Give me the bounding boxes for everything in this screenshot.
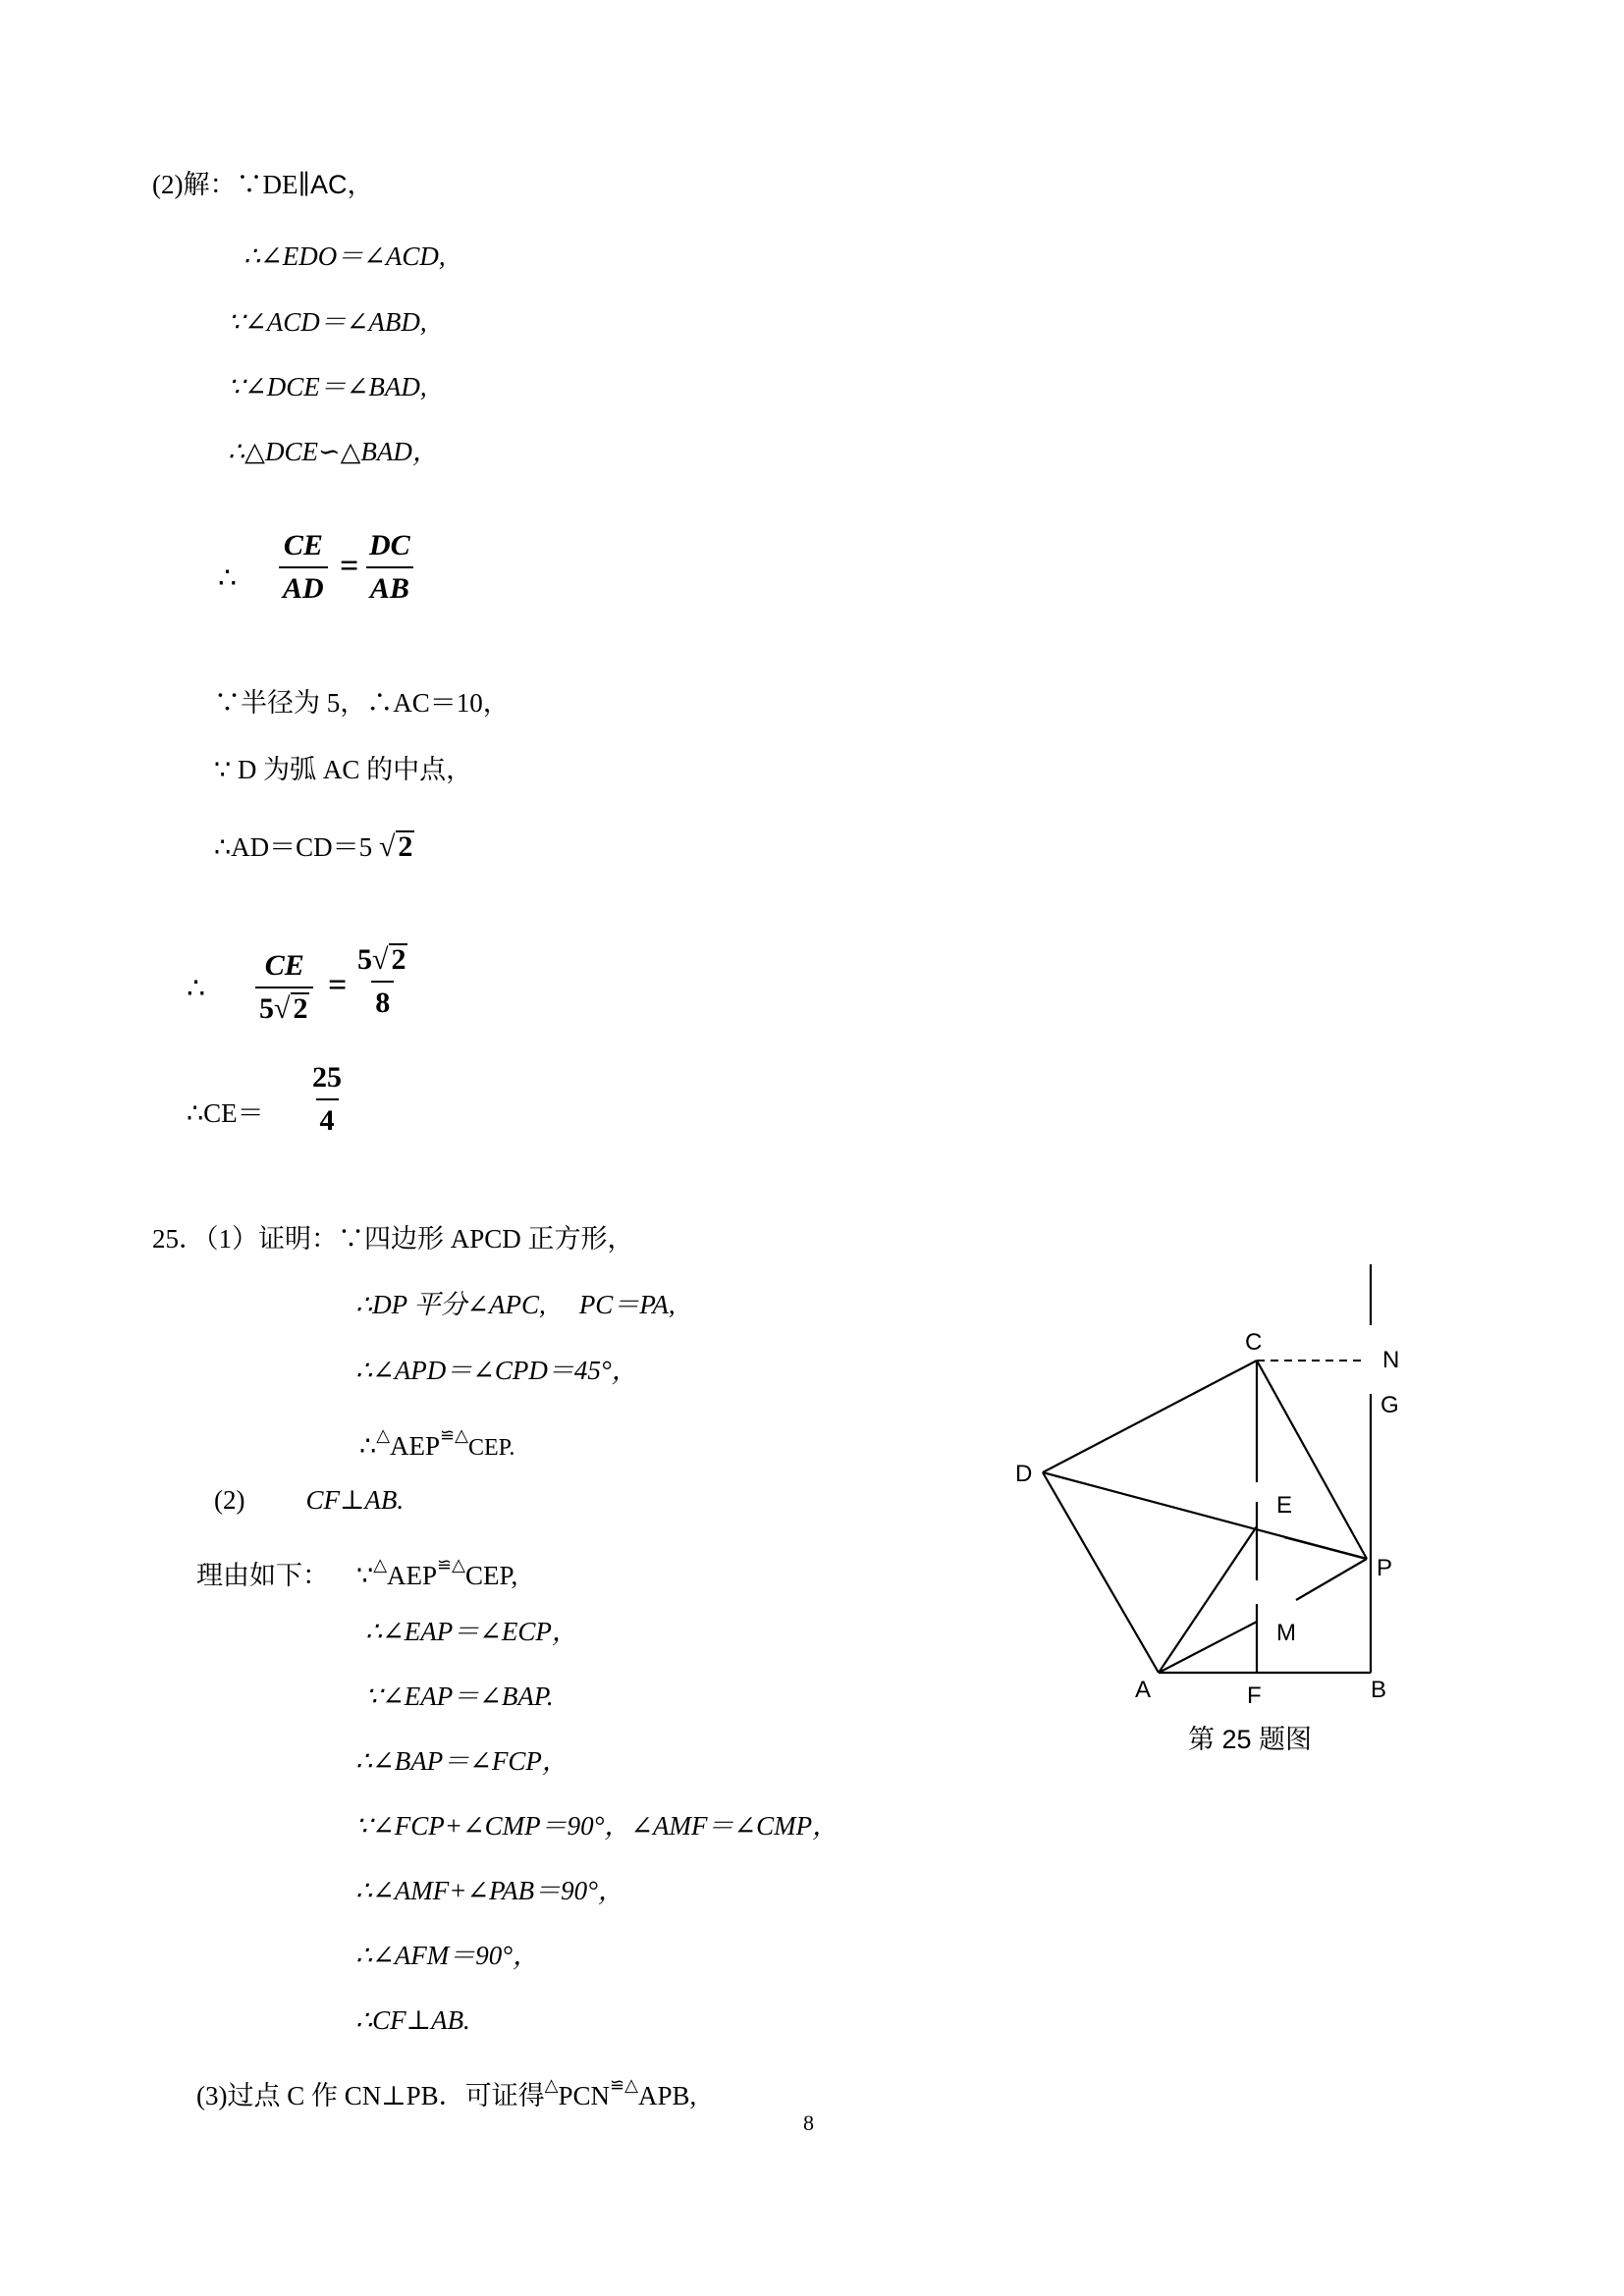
triangle-symbol: △ <box>544 2075 559 2095</box>
text: CEP. <box>467 1435 515 1461</box>
numerator: 25 <box>312 1061 342 1094</box>
denominator: AB <box>366 566 413 607</box>
text: 理由如下： <box>196 1561 329 1590</box>
label-g: G <box>1380 1392 1399 1418</box>
fraction-5sqrt2-8 <box>353 942 411 1021</box>
q25-line3: ∴∠APD＝∠CPD＝45°， <box>355 1356 638 1385</box>
denominator: 4 <box>316 1098 339 1139</box>
label-d: D <box>1015 1461 1033 1487</box>
q25-line1: 25．（1）证明：∵四边形 APCD 正方形， <box>152 1224 634 1254</box>
text: AEP <box>387 1561 438 1590</box>
text: 5 <box>259 992 274 1025</box>
numerator: DC <box>369 529 410 561</box>
segment-dc <box>1043 1361 1257 1472</box>
q25-line12: ∴∠AFM＝90°， <box>355 1941 540 1970</box>
sqrt-expression: √ 2 <box>378 830 413 863</box>
part2-line8 <box>214 830 414 863</box>
denominator: 5√ 2 <box>255 987 313 1027</box>
fraction-ce-ad <box>279 528 328 607</box>
label-c: C <box>1245 1329 1263 1356</box>
q25-line2 <box>355 1289 676 1320</box>
radicand: 2 <box>391 943 406 976</box>
therefore-symbol: ∴ <box>218 562 238 595</box>
label-f: F <box>1247 1682 1262 1709</box>
q25-line7: ∴∠EAP＝∠ECP， <box>365 1617 578 1646</box>
page-number: 8 <box>803 2110 814 2135</box>
text: PCN <box>558 2081 611 2110</box>
congruent-symbol: ≌△ <box>610 2075 638 2095</box>
radicand: 2 <box>293 992 308 1025</box>
text: (2)解：∵DE∥ <box>152 170 310 199</box>
numerator: CE <box>283 529 323 561</box>
denominator: AD <box>279 566 328 607</box>
q25-line9: ∴∠BAP＝∠FCP， <box>355 1746 568 1776</box>
triangle-symbol: △ <box>376 1425 391 1445</box>
text: ∵ <box>356 1561 374 1590</box>
text: CEP, <box>464 1561 518 1590</box>
part2-line7: ∵ D 为弧 AC 的中点， <box>214 755 473 784</box>
part2-line4: ∵∠DCE＝∠BAD, <box>228 372 427 401</box>
text: 5 <box>357 943 372 976</box>
part2-line5: ∴△DCE∽△BAD， <box>228 437 439 466</box>
part2-line6: ∵半径为 5，∴AC＝10， <box>214 688 510 718</box>
equals-sign: = <box>328 967 348 1003</box>
segment-mp <box>1296 1559 1367 1600</box>
q25-line14 <box>196 2069 696 2111</box>
q25-line13: ∴CF⊥AB. <box>355 2005 470 2035</box>
text: ∴AD＝CD＝5 <box>214 832 373 862</box>
q25-line11: ∴∠AMF+∠PAB＝90°， <box>355 1876 624 1905</box>
q25-line4 <box>359 1419 514 1464</box>
label-e: E <box>1276 1492 1293 1519</box>
part2-line2: ∴∠EDO＝∠ACD, <box>244 241 446 271</box>
congruent-symbol: ≌△ <box>440 1425 468 1445</box>
segment-am <box>1159 1622 1257 1673</box>
label-a: A <box>1135 1677 1152 1703</box>
part2-line3: ∵∠ACD＝∠ABD, <box>228 307 427 337</box>
label-b: B <box>1371 1677 1387 1703</box>
part2-line9: ∴CE＝ <box>187 1098 264 1128</box>
segment-ae <box>1159 1526 1257 1673</box>
label-p: P <box>1377 1555 1393 1581</box>
figure-caption: 第 25 题图 <box>1188 1725 1313 1754</box>
q25-line5 <box>214 1484 404 1516</box>
segment-cp <box>1257 1361 1367 1559</box>
text: AEP <box>390 1431 441 1461</box>
text: APB, <box>637 2081 697 2110</box>
label-n: N <box>1382 1347 1400 1373</box>
label-m: M <box>1276 1620 1296 1646</box>
q25-line6 <box>196 1549 517 1591</box>
text: (2) <box>214 1485 245 1515</box>
text: ∴DP 平分∠APC, <box>355 1290 546 1319</box>
segment-ep <box>1284 1537 1367 1559</box>
text: ， <box>347 170 374 199</box>
fraction-dc-ab <box>365 528 414 607</box>
therefore-symbol: ∴ <box>187 973 206 1005</box>
q25-line10: ∵∠FCP+∠CMP＝90°，∠AMF＝∠CMP， <box>355 1811 839 1841</box>
text: AC <box>309 170 348 199</box>
gap-m <box>1252 1580 1262 1604</box>
radicand: 2 <box>398 830 413 863</box>
segment-da <box>1043 1472 1159 1673</box>
equals-sign: = <box>340 548 359 584</box>
fraction-25-4 <box>308 1060 346 1139</box>
geometry-figure <box>1001 1247 1434 1718</box>
congruent-symbol: ≌△ <box>437 1555 465 1575</box>
part2-line1 <box>152 169 373 200</box>
text: CF⊥AB. <box>305 1485 405 1515</box>
fraction-ce-5sqrt2 <box>255 948 313 1027</box>
numerator: CE <box>264 949 304 982</box>
q25-line8: ∵∠EAP＝∠BAP. <box>365 1682 554 1711</box>
denominator: 8 <box>371 981 394 1021</box>
triangle-symbol: △ <box>373 1555 388 1575</box>
text: PC＝PA, <box>578 1290 676 1319</box>
gap-e <box>1252 1482 1262 1502</box>
text: ∴ <box>359 1431 377 1461</box>
numerator: 5√ 2 <box>357 943 406 976</box>
text: (3)过点 C 作 CN⊥PB．可证得 <box>196 2081 545 2110</box>
